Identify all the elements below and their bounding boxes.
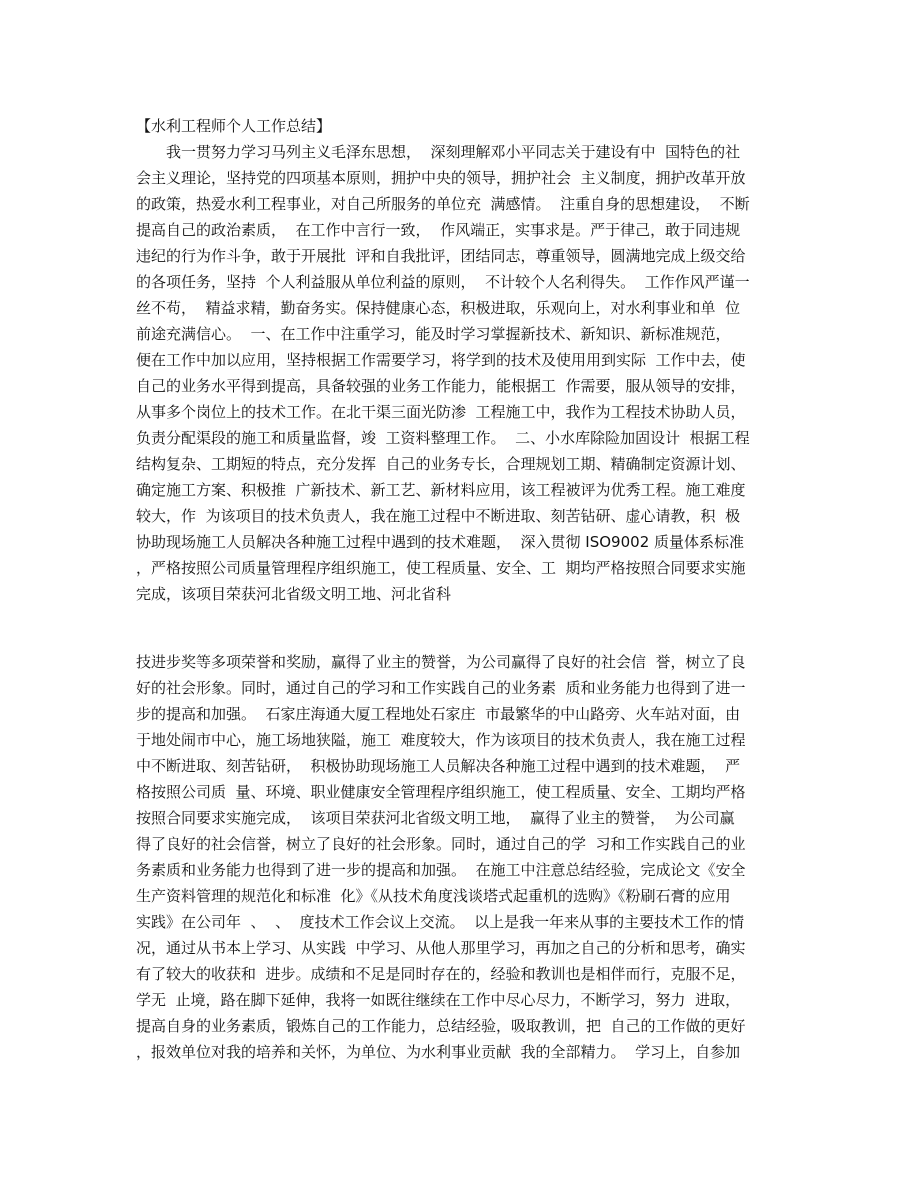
text-line: 得了良好的社会信誉，树立了良好的社会形象。同时，通过自己的学 习和工作实践自己的业: [136, 835, 746, 853]
text-line: 实践》在公司年 、 、 度技术工作会议上交流。 以上是我一年来从事的主要技术工作的情: [136, 913, 745, 931]
text-line: 从事多个岗位上的技术工作。在北干渠三面光防渗 工程施工中，我作为工程技术协助人员，: [136, 403, 746, 421]
text-line: 确定施工方案、积极推 广新技术、新工艺、新材料应用，该工程被评为优秀工程。施工难度: [136, 481, 746, 499]
text-line: 的各项任务，坚持 个人利益服从单位利益的原则， 不计较个人名利得失。 工作作风严谨一: [136, 273, 750, 291]
text-line: 我一贯努力学习马列主义毛泽东思想， 深刻理解邓小平同志关于建设有中 国特色的社: [166, 143, 741, 161]
text-line: 结构复杂、工期短的特点，充分发挥 自己的业务专长，合理规划工期、精确制定资源计划、: [136, 455, 746, 473]
text-line: 较大，作 为该项目的技术负责人，我在施工过程中不断进取、刻苦钻研、虚心请教，积 极: [136, 507, 741, 525]
text-line: 按照合同要求实施完成， 该项目荣获河北省级文明工地， 赢得了业主的赞誉， 为公司赢: [136, 809, 735, 827]
text-line: 协助现场施工人员解决各种施工过程中遇到的技术难题， 深入贯彻 ISO9002 质量体系标准: [136, 533, 745, 551]
text-line: 好的社会形象。同时，通过自己的学习和工作实践自己的业务素 质和业务能力也得到了进一: [136, 679, 746, 697]
text-line: 技进步奖等多项荣誉和奖励，赢得了业主的赞誉，为公司赢得了良好的社会信 誉，树立了良: [136, 653, 746, 671]
body-paragraph-2: [136, 649, 786, 1065]
text-line: 负责分配渠段的施工和质量监督，竣 工资料整理工作。 二、小水库除险加固设计 根据工程: [136, 429, 750, 447]
text-line: 提高自身的业务素质，锻炼自己的工作能力，总结经验，吸取教训，把 自己的工作做的更好: [136, 1017, 746, 1035]
text-line: 格按照公司质 量、环境、职业健康安全管理程序组织施工，使工程质量、安全、工期均严格: [136, 783, 746, 801]
text-line: 前途充满信心。 一、在工作中注重学习，能及时学习掌握新技术、新知识、新标准规范，: [136, 325, 731, 343]
text-line: 况，通过从书本上学习、从实践 中学习、从他人那里学习，再加之自己的分析和思考，确实: [136, 939, 746, 957]
text-line: ，报效单位对我的培养和关怀，为单位、为水利事业贡献 我的全部精力。 学习上，自参加: [136, 1043, 741, 1061]
text-line: 中不断进取、刻苦钻研， 积极协助现场施工人员解决各种施工过程中遇到的技术难题， 严: [136, 757, 741, 775]
text-line: 丝不苟， 精益求精，勤奋务实。保持健康心态，积极进取，乐观向上，对水利事业和单 位: [136, 299, 741, 317]
text-line: 完成，该项目荣获河北省级文明工地、河北省科: [136, 585, 452, 603]
text-line: 务素质和业务能力也得到了进一步的提高和加强。 在施工中注意总结经验，完成论文《安全: [136, 861, 746, 879]
text-line: 生产资料管理的规范化和标准 化》《从技术角度浅谈塔式起重机的选购》《粉刷石膏的应用: [136, 887, 731, 905]
text-line: 步的提高和加强。 石家庄海通大厦工程地处石家庄 市最繁华的中山路旁、火车站对面，由: [136, 705, 741, 723]
body-paragraph-1: [136, 139, 786, 607]
text-line: ，严格按照公司质量管理程序组织施工，使工程质量、安全、工 期均严格按照合同要求实施: [136, 559, 746, 577]
text-line: 便在工作中加以应用，坚持根据工作需要学习，将学到的技术及使用用到实际 工作中去，使: [136, 351, 746, 369]
text-line: 于地处闹市中心，施工场地狭隘，施工 难度较大，作为该项目的技术负责人，我在施工过程: [136, 731, 746, 749]
text-line: 提高自己的政治素质， 在工作中言行一致， 作风端正，实事求是。严于律己，敢于同违规: [136, 221, 741, 239]
document-title: 【水利工程师个人工作总结】: [136, 117, 332, 135]
text-line: 学无 止境，路在脚下延伸，我将一如既往继续在工作中尽心尽力，不断学习，努力 进取，: [136, 991, 741, 1009]
text-line: 自己的业务水平得到提高，具备较强的业务工作能力，能根据工 作需要，服从领导的安排，: [136, 377, 746, 395]
text-line: 有了较大的收获和 进步。成绩和不足是同时存在的，经验和教训也是相伴而行，克服不足，: [136, 965, 746, 983]
text-line: 的政策，热爱水利工程事业，对自己所服务的单位充 满感情。 注重自身的思想建设， 不断: [136, 195, 750, 213]
text-line: 会主义理论，坚持党的四项基本原则，拥护中央的领导，拥护社会 主义制度，拥护改革开放: [136, 169, 746, 187]
text-line: 违纪的行为作斗争，敢于开展批 评和自我批评，团结同志，尊重领导，圆满地完成上级交给: [136, 247, 746, 265]
